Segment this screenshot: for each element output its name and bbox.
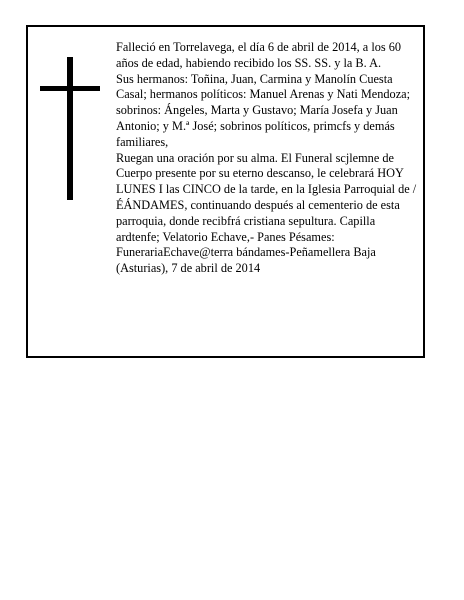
family-paragraph: Sus hermanos: Toñina, Juan, Carmina y Manolín Cuesta Casal; hermanos políticos: Manuel Arenas y Nati Mendoza; sobrinos: Ángeles, Marta y Gustavo; María Josefa y Juan Antonio; y M.ª José; sobrinos políticos, primcfs y demás familiares,	[116, 71, 411, 149]
death-announcement-paragraph: Falleció en Torrelavega, el día 6 de abril de 2014, a los 60 años de edad, habiendo recibido los SS. SS. y la B. A.	[116, 40, 402, 70]
obituary-text	[116, 40, 419, 277]
obituary-notice-frame	[26, 25, 425, 358]
cross-vertical-bar	[67, 57, 73, 200]
cross-horizontal-bar	[40, 86, 100, 91]
cross-icon	[40, 57, 100, 200]
funeral-details-paragraph: Ruegan una oración por su alma. El Funeral scjlemne de Cuerpo presente por su eterno descanso, le celebrará HOY LUNES I las CINCO de la tarde, en la Iglesia Parroquial de /ÉÁNDAMES, continuando después al cementerio de esta parroquia, donde recibfrá cristiana sepultura. Capilla ardtenfe; Velatorio Echave,- Panes Pésames: FunerariaEchave@terra bándames-Peñamellera Baja (Asturias), 7 de abril de 2014	[116, 150, 417, 276]
